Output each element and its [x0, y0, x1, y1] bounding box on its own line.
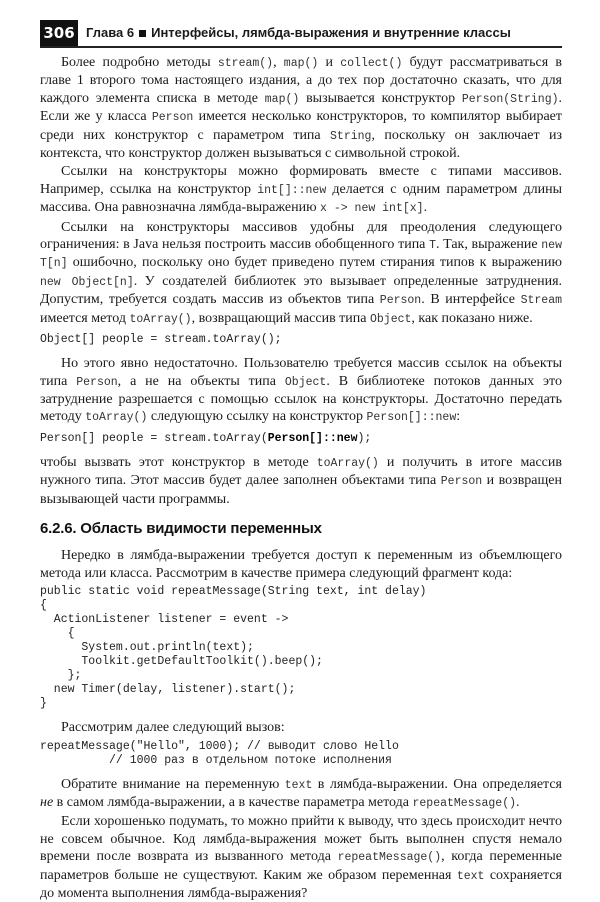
- text-run: ,: [273, 55, 284, 70]
- text-run: Обратите внимание на переменную: [61, 776, 285, 792]
- code-text: );: [357, 431, 372, 445]
- inline-code: Person[]::new: [366, 411, 457, 425]
- inline-code: toArray(): [316, 456, 379, 470]
- paragraph: [40, 454, 562, 508]
- inline-code: new T[n]: [40, 239, 562, 271]
- text-run: Но этого явно недостаточно. Пользователю требуется массив ссылок на объекты типа: [40, 356, 562, 389]
- inline-code: Object: [284, 375, 327, 389]
- chapter-label: Глава 6: [86, 25, 135, 40]
- text-run: имеется несколько конструкторов, то компилятор выбирает среди них конструктор с параметром типа: [40, 109, 563, 143]
- inline-code: text: [456, 869, 485, 883]
- chapter-name: Интерфейсы, лямбда-выражения и внутренние классы: [151, 25, 511, 40]
- paragraph: [40, 776, 562, 813]
- text-run: .: [516, 794, 520, 810]
- code-block: Object[] people = stream.toArray();: [40, 333, 282, 347]
- inline-code: stream(): [217, 57, 274, 70]
- inline-code: map(): [283, 57, 319, 70]
- inline-code: int[]::new: [257, 183, 327, 197]
- text-run: , возвращающий массив типа: [191, 310, 370, 326]
- text-run: , когда переменные параметров больше не существуют. Каким же образом переменная: [40, 849, 562, 883]
- text-run: делается с одним параметром длины массива. Она равнозначна лямбда-выражению: [40, 181, 562, 216]
- text-run: будут рассматриваться в главе 1 второго тома настоящего издания, а до тех пор достаточно сказать, что для каждого элемента списка в методе: [40, 55, 563, 106]
- section-heading: 6.2.6. Область видимости переменных: [40, 519, 322, 537]
- inline-code: Person: [151, 111, 194, 125]
- inline-code: Person: [379, 294, 422, 308]
- page-body: [40, 54, 562, 902]
- paragraph: Нередко в лямбда-выражении требуется доступ к переменным из объемлющего метода или класса. Рассмотрим в качестве примера следующий фрагмент кода:: [40, 548, 562, 581]
- code-block: public static void repeatMessage(String text, int delay) { ActionListener listener = event -> { System.out.println(text); Toolkit.getDefaultToolkit().beep(); }; new Timer(delay, listener).start(); }: [40, 585, 427, 711]
- text-run: . Если же у класса: [40, 90, 562, 125]
- text-run: и получить в итоге массив нужного типа. Этот массив будет далее заполнен объектами типа: [40, 454, 562, 489]
- text-run: Ссылки на конструкторы можно формировать вместе с типами массивов. Например, ссылка на конструктор: [40, 164, 562, 197]
- inline-code: Person(String): [461, 92, 559, 106]
- text-run: вызывается конструктор: [299, 90, 462, 106]
- inline-code: repeatMessage(): [412, 796, 517, 810]
- text-run: Более подробно методы: [61, 55, 218, 70]
- paragraph: [40, 219, 562, 328]
- text-run: Если хорошенько подумать, то можно прийти к выводу, что здесь происходит нечто не совсем обычное. Код лямбда-выражения может быть выполнен спустя немало времени после возврата из вызванного метода: [40, 814, 562, 865]
- text-run: имеется метод: [40, 310, 130, 326]
- inline-code: Person: [440, 475, 483, 489]
- text-run: ошибочно, поскольку оно будет приведено путем стирания типов к выражению: [67, 255, 562, 271]
- inline-code: Person: [76, 375, 118, 389]
- code-block: [40, 432, 562, 446]
- text-run: .: [423, 200, 428, 216]
- inline-code: x -> new int[x]: [320, 202, 424, 216]
- inline-code: map(): [264, 92, 300, 106]
- text-run: , как показано ниже.: [411, 310, 533, 326]
- paragraph: Рассмотрим далее следующий вызов:: [61, 720, 285, 736]
- paragraph: [40, 163, 562, 217]
- text-run: :: [456, 409, 461, 425]
- paragraph: [40, 813, 562, 902]
- text-run: в самом лямбда-выражении, а в качестве параметра метода: [53, 794, 413, 810]
- running-header: [40, 20, 562, 48]
- inline-code: toArray(): [85, 411, 148, 425]
- text-run: и: [318, 55, 341, 70]
- text-run: и возвращен вызывающей части программы.: [40, 473, 563, 507]
- chapter-title: [86, 20, 511, 46]
- text-run: в лямбда-выражении. Она определяется: [312, 776, 562, 792]
- code-emphasis: Person[]::new: [267, 431, 358, 445]
- inline-code: repeatMessage(): [337, 851, 442, 865]
- text-run: , поскольку он заключает из контекста, что конструктор должен вызываться с символьной строкой.: [40, 127, 562, 162]
- inline-code: String: [330, 129, 372, 143]
- square-bullet-icon: [139, 30, 146, 37]
- text-run: . В библиотеке потоков данных это затруднение разрешается с помощью ссылок на конструкторы. Достаточно передать методу: [40, 373, 562, 425]
- inline-code: Stream: [520, 294, 563, 308]
- text-run: . Так, выражение: [435, 237, 542, 253]
- page-number: 306: [40, 20, 78, 46]
- inline-code: toArray(): [129, 312, 192, 326]
- code-text: Person[] people = stream.toArray(: [40, 431, 268, 445]
- text-run: Ссылки на конструкторы массивов удобны для преодоления следующего ограничения: в Java нельзя построить массив обобщенного типа: [40, 219, 562, 253]
- inline-code: T: [429, 239, 436, 253]
- emphasis-text: не: [40, 794, 54, 810]
- text-run: сохраняется до момента выполнения лямбда-выражения?: [40, 867, 562, 901]
- text-run: , а не на объекты типа: [117, 373, 285, 389]
- inline-code: text: [284, 778, 313, 792]
- inline-code: collect(): [340, 57, 403, 70]
- inline-code: new Object[n]: [40, 275, 134, 289]
- text-run: . У создателей библиотек это вызывает определенные затруднения. Допустим, требуется создать массив из объектов типа: [40, 273, 563, 308]
- inline-code: Object: [370, 312, 412, 326]
- text-run: . В интерфейсе: [421, 292, 521, 308]
- text-run: следующую ссылку на конструктор: [147, 409, 367, 425]
- text-run: чтобы вызвать этот конструктор в методе: [40, 454, 317, 470]
- paragraph: [40, 355, 562, 427]
- paragraph: [40, 54, 562, 162]
- code-block: repeatMessage("Hello", 1000); // выводит слово Hello // 1000 раз в отдельном потоке исполнения: [40, 739, 399, 767]
